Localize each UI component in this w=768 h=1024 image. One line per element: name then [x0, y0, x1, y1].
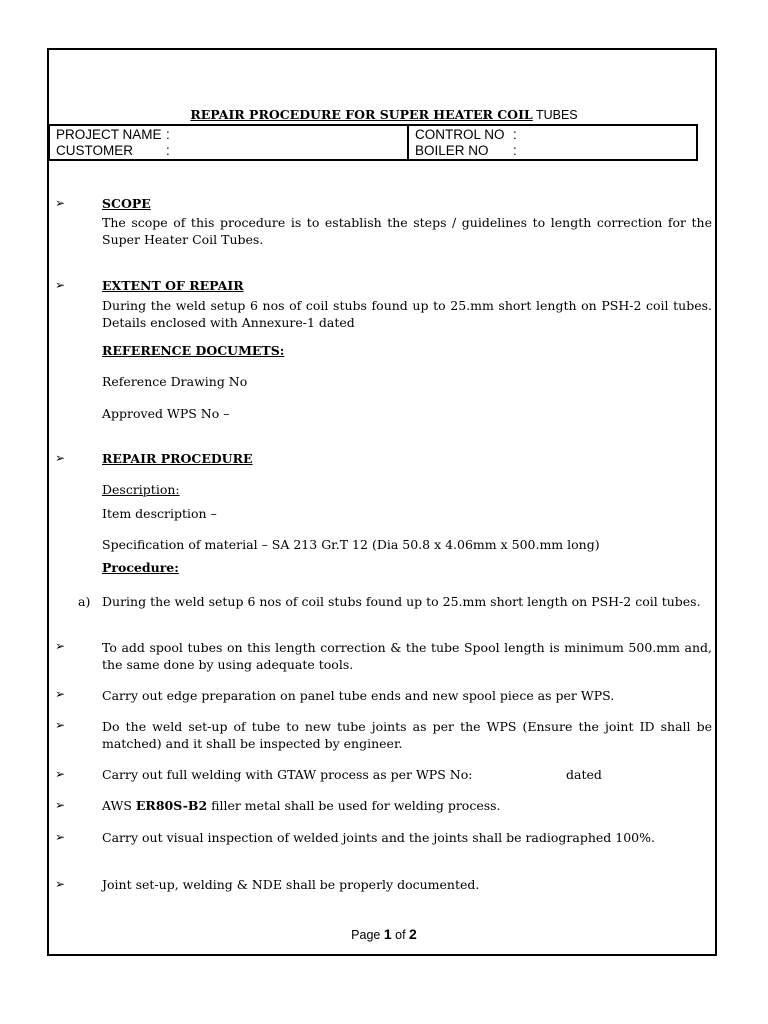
- bullet-arrow-icon: ➢: [55, 278, 66, 292]
- material-specification: Specification of material – SA 213 Gr.T 12 (Dia 50.8 x 4.06mm x 500.mm long): [102, 537, 600, 552]
- step-spool-tubes: To add spool tubes on this length correction & the tube Spool length is minimum 500.mm and, the same done by using adequate tools.: [102, 640, 712, 672]
- bullet-arrow-icon: ➢: [55, 639, 66, 653]
- description-heading: Description:: [102, 482, 180, 497]
- bullet-arrow-icon: ➢: [55, 687, 66, 701]
- reference-heading: REFERENCE DOCUMETS:: [102, 343, 285, 358]
- step-weld-setup: Do the weld set-up of tube to new tube joints as per the WPS (Ensure the joint ID shall be matched) and it shall be inspected by engineer.: [102, 719, 712, 751]
- extent-heading: EXTENT OF REPAIR: [102, 278, 244, 293]
- document-title: REPAIR PROCEDURE FOR SUPER HEATER COIL TUBES: [190, 107, 578, 122]
- reference-wps: Approved WPS No –: [102, 406, 230, 421]
- filler-metal-grade: ER80S-B2: [135, 798, 208, 813]
- boiler-no-label: BOILER NO: [415, 143, 489, 158]
- extent-text: During the weld setup 6 nos of coil stubs found up to 25.mm short length on PSH-2 coil tubes. Details enclosed with Annexure-1 dated: [102, 298, 712, 330]
- bullet-arrow-icon: ➢: [55, 767, 66, 781]
- reference-drawing: Reference Drawing No: [102, 374, 248, 389]
- scope-text: The scope of this procedure is to establish the steps / guidelines to length correction for the Super Heater Coil Tubes.: [102, 215, 712, 247]
- scope-heading: SCOPE: [102, 196, 151, 211]
- page-number: 1: [383, 926, 392, 942]
- step-documentation: Joint set-up, welding & NDE shall be properly documented.: [102, 877, 480, 892]
- project-name-value: :: [166, 127, 170, 142]
- bullet-arrow-icon: ➢: [55, 196, 66, 210]
- bullet-arrow-icon: ➢: [55, 830, 66, 844]
- repair-heading: REPAIR PROCEDURE: [102, 451, 253, 466]
- step-edge-preparation: Carry out edge preparation on panel tube ends and new spool piece as per WPS.: [102, 688, 615, 703]
- info-left-cell: [49, 125, 408, 160]
- procedure-heading: Procedure:: [102, 560, 179, 575]
- boiler-no-value: :: [513, 143, 517, 158]
- page-footer: [0, 926, 768, 942]
- step-visual-inspection: Carry out visual inspection of welded joints and the joints shall be radiographed 100%.: [102, 830, 655, 845]
- bullet-arrow-icon: ➢: [55, 877, 66, 891]
- page-total: 2: [409, 926, 417, 942]
- page-border: [47, 48, 717, 956]
- of-label: of: [395, 928, 406, 942]
- step-a-label: a): [78, 594, 91, 609]
- page-label: Page: [351, 928, 381, 942]
- bullet-arrow-icon: ➢: [55, 718, 66, 732]
- step-filler-metal: AWS ER80S-B2 filler metal shall be used for welding process.: [102, 798, 501, 813]
- control-no-value: :: [513, 127, 517, 142]
- customer-value: :: [166, 143, 170, 158]
- item-description: Item description –: [102, 506, 217, 521]
- step-a-text: During the weld setup 6 nos of coil stubs found up to 25.mm short length on PSH-2 coil tubes.: [102, 594, 701, 609]
- info-right-cell: [408, 125, 697, 160]
- customer-label: CUSTOMER: [56, 143, 134, 158]
- bullet-arrow-icon: ➢: [55, 798, 66, 812]
- step-full-welding: Carry out full welding with GTAW process as per WPS No:: [102, 767, 473, 782]
- control-no-label: CONTROL NO: [415, 127, 505, 142]
- bullet-arrow-icon: ➢: [55, 451, 66, 465]
- project-name-label: PROJECT NAME: [56, 127, 162, 142]
- info-table: [48, 124, 698, 161]
- step-full-welding-dated: dated: [566, 767, 602, 782]
